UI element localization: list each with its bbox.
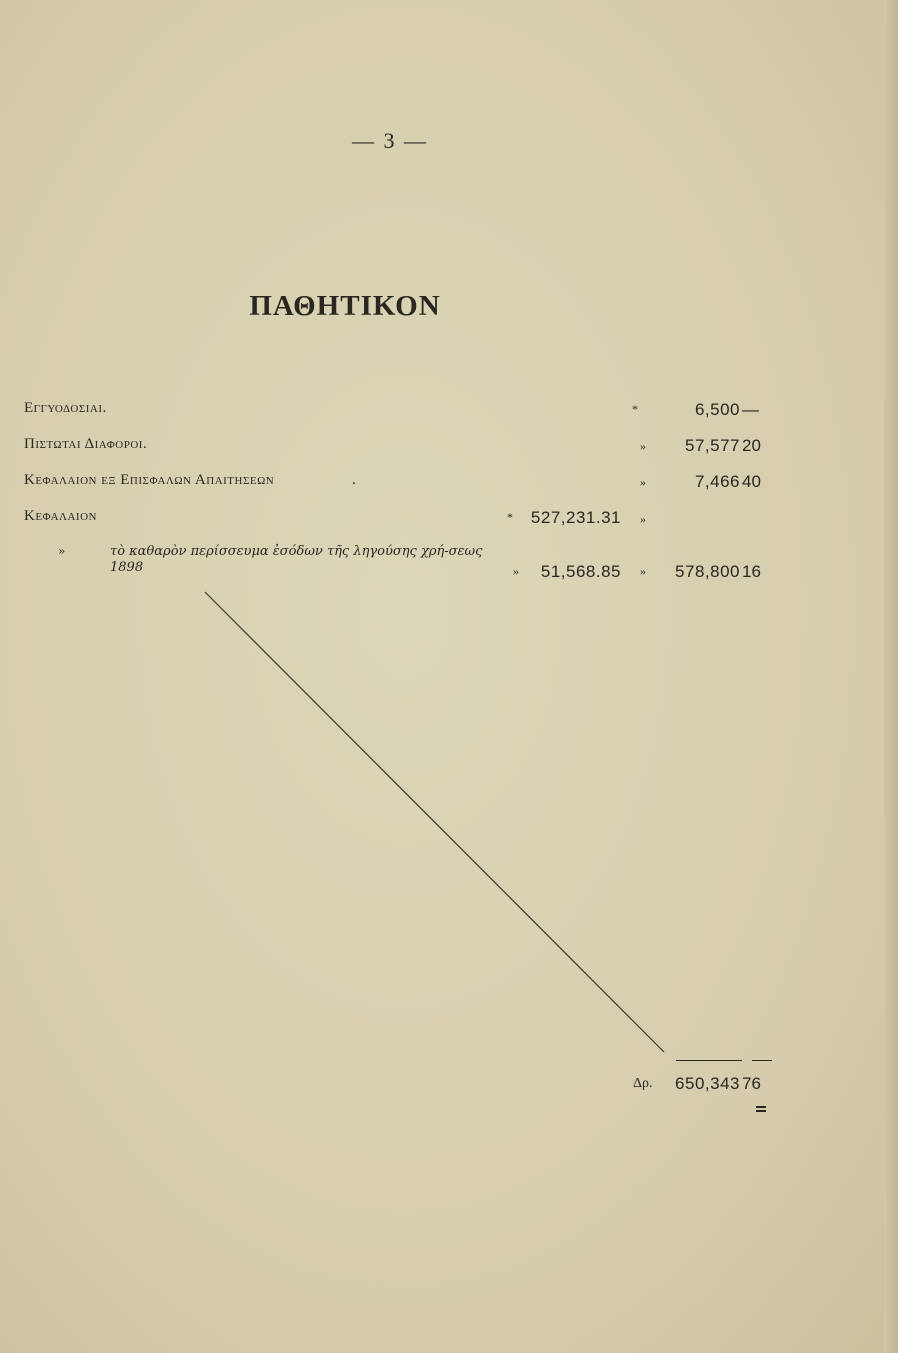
total-amount: 650,343 [675, 1074, 740, 1093]
inner-amount: 527,231.31 [530, 508, 621, 527]
row-amount: 578,800 [675, 562, 740, 581]
leader-dot: . [352, 472, 356, 488]
inner-marker: » [513, 564, 519, 578]
row-label: Πιστωται Διαφοροι. [24, 436, 148, 452]
double-underline [756, 1106, 766, 1108]
row-label: Κεφαλαιον [24, 508, 97, 524]
row-amount: 6,500 [694, 400, 740, 419]
row-cents: 20 [742, 436, 761, 455]
surplus-description: τὸ καθαρὸν περίσσευμα ἐσόδων τῆς ληγούσης χρή-σεως 1898 [110, 544, 483, 575]
row-cents: — [742, 400, 759, 419]
row-cents: 40 [742, 472, 761, 491]
double-underline [756, 1110, 766, 1112]
row-marker: » [640, 475, 646, 489]
row-marker: » [640, 512, 646, 526]
row-amount: 57,577 [685, 436, 740, 455]
row-label: Κεφαλαιον εξ Επισφαλων Απαιτησεων [24, 472, 275, 488]
row-marker: » [640, 439, 646, 453]
row-marker: » [640, 564, 646, 578]
row-label: Εγγυοδοσιαι. [24, 400, 107, 416]
inner-marker: * [507, 510, 513, 524]
total-cents: 76 [742, 1074, 761, 1093]
surplus-marker: » [58, 544, 66, 558]
total-label: Δρ. [633, 1076, 653, 1091]
page-number: — 3 — [352, 128, 428, 153]
page-title: ΠΑΘΗΤΙΚΟΝ [249, 290, 441, 322]
sum-rule-cents [752, 1060, 772, 1061]
row-cents: 16 [742, 562, 761, 581]
row-marker: * [632, 402, 638, 416]
sum-rule [676, 1060, 742, 1061]
inner-amount: 51,568.85 [540, 562, 621, 581]
row-amount: 7,466 [694, 472, 740, 491]
